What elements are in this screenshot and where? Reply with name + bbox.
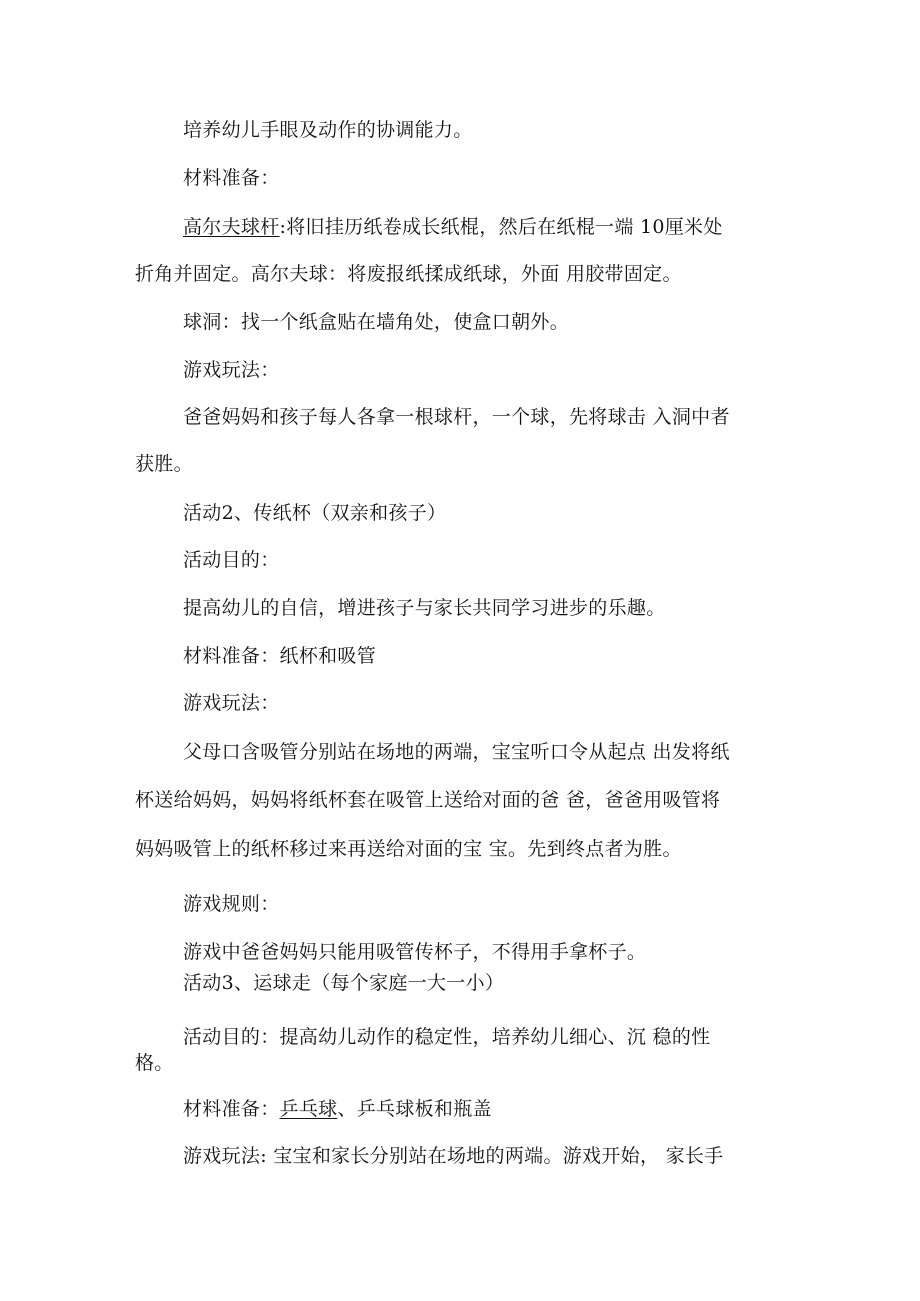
text-run: 材料准备：	[183, 1098, 280, 1120]
activity-heading: 活动2、传纸杯（双亲和孩子）	[183, 502, 447, 524]
section-heading: 活动目的：	[183, 549, 280, 571]
paragraph-line: 获胜。	[135, 453, 193, 475]
paragraph-line: 父母口含吸管分别站在场地的两端，宝宝听口令从起点 出发将纸	[183, 741, 730, 763]
underlined-term: 乒乓球	[279, 1098, 338, 1120]
paragraph-line	[183, 1098, 492, 1120]
section-heading: 游戏规则：	[183, 893, 280, 915]
underlined-term: 高尔夫球杆	[183, 216, 280, 238]
paragraph-line: 提高幼儿的自信，增进孩子与家长共同学习进步的乐趣。	[183, 597, 666, 619]
paragraph-line: 杯送给妈妈，妈妈将纸杯套在吸管上送给对面的爸 爸，爸爸用吸管将	[135, 789, 721, 811]
paragraph-line: 妈妈吸管上的纸杯移过来再送给对面的宝 宝。先到终点者为胜。	[135, 838, 682, 860]
paragraph-line: 球洞：找一个纸盒贴在墙角处，使盒口朝外。	[183, 311, 570, 333]
text-run: :将旧挂历纸卷成长纸棍，然后在纸棍一端 10厘米处	[279, 216, 723, 238]
paragraph-line: 游戏玩法: 宝宝和家长分别站在场地的两端。游戏开始， 家长手	[183, 1145, 724, 1167]
paragraph-line: 折角并固定。高尔夫球：将废报纸揉成纸球，外面 用胶带固定。	[135, 263, 682, 285]
section-heading: 材料准备：	[183, 167, 280, 189]
paragraph-line: 格。	[135, 1052, 174, 1074]
paragraph-line: 爸爸妈妈和孩子每人各拿一根球杆，一个球，先将球击 入洞中者	[183, 406, 730, 428]
paragraph-line: 材料准备：纸杯和吸管	[183, 645, 377, 667]
text-run: 、乒乓球板和瓶盖	[337, 1098, 492, 1120]
section-heading: 游戏玩法：	[183, 359, 280, 381]
section-heading: 游戏玩法：	[183, 692, 280, 714]
paragraph-line: 培养幼儿手眼及动作的协调能力。	[183, 119, 473, 141]
activity-heading: 活动3、运球走（每个家庭一大一小）	[183, 972, 505, 994]
paragraph-line	[183, 216, 723, 238]
paragraph-line: 游戏中爸爸妈妈只能用吸管传杯子，不得用手拿杯子。	[183, 941, 647, 963]
paragraph-line: 活动目的：提高幼儿动作的稳定性，培养幼儿细心、沉 稳的性	[183, 1026, 711, 1048]
